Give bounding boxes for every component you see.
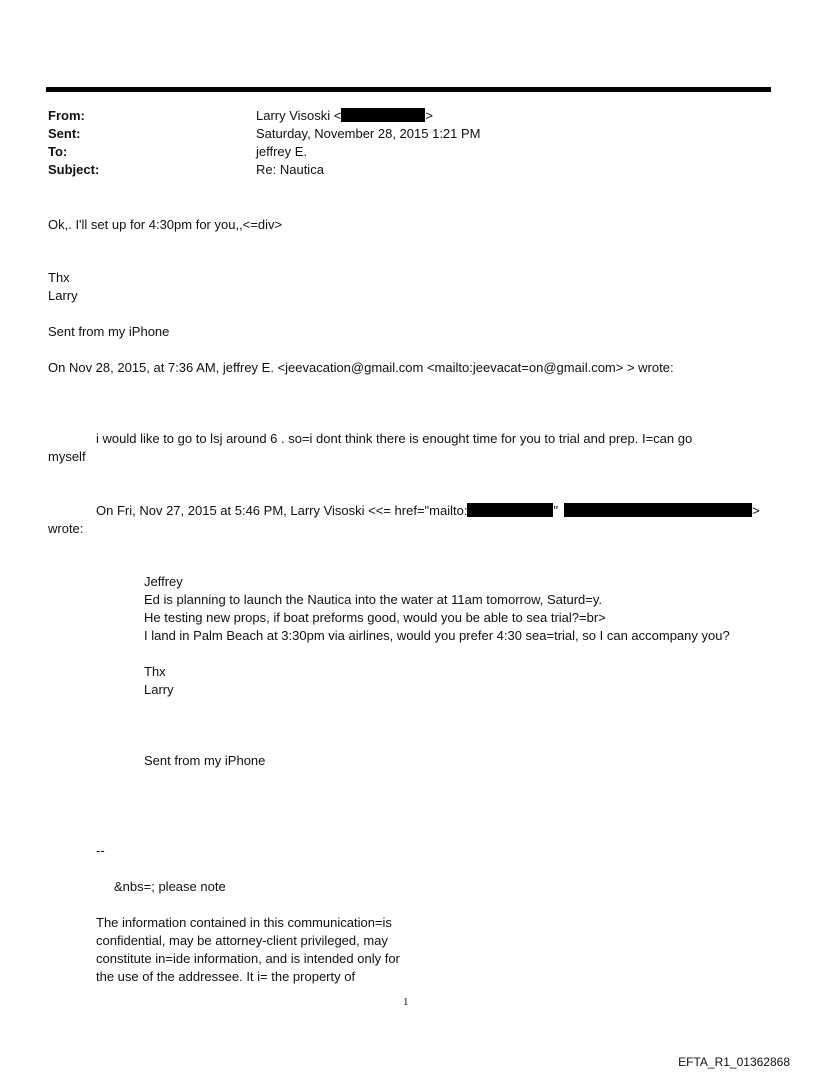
quote2-wrote: wrote: — [48, 521, 84, 536]
from-name: Larry Visoski < — [256, 108, 342, 123]
subject-label: Subject: — [48, 162, 100, 177]
quoted-sent-from: Sent from my iPhone — [144, 753, 266, 768]
quote2-quote-mark: " — [553, 503, 559, 518]
sent-from-text: Sent from my iPhone — [48, 324, 170, 339]
document-id: EFTA_R1_01362868 — [678, 1055, 790, 1069]
redacted-email — [341, 108, 425, 122]
quoted-line1: Ed is planning to launch the Nautica into the water at 11am tomorrow, Saturd=y. — [144, 592, 603, 607]
signature-name: Larry — [48, 288, 78, 303]
quote2-intro — [96, 502, 760, 520]
quoted-thx: Thx — [144, 664, 166, 679]
redacted-address — [564, 503, 752, 517]
confidentiality-line2: confidential, may be attorney-client privileged, may — [96, 933, 388, 948]
from-label: From: — [48, 108, 85, 123]
sent-label: Sent: — [48, 126, 81, 141]
quote2-intro-text: On Fri, Nov 27, 2015 at 5:46 PM, Larry Visoski <<= href="mailto: — [96, 503, 468, 518]
confidentiality-line1: The information contained in this communication=is — [96, 915, 392, 930]
signature-separator: -- — [96, 843, 105, 858]
from-row — [48, 107, 748, 125]
quoted-greeting: Jeffrey — [144, 574, 183, 589]
sent-row — [48, 125, 748, 143]
sent-value: Saturday, November 28, 2015 1:21 PM — [256, 126, 481, 141]
to-value: jeffrey E. — [256, 144, 308, 159]
to-label: To: — [48, 144, 68, 159]
reply-line: Ok,. I'll set up for 4:30pm for you,,<=div> — [48, 217, 283, 232]
quoted-line3: I land in Palm Beach at 3:30pm via airlines, would you prefer 4:30 sea=trial, so I can accompany you? — [144, 628, 730, 643]
from-close: > — [425, 108, 433, 123]
from-value — [256, 107, 433, 125]
to-row — [48, 143, 748, 161]
quote2-close: > — [752, 503, 760, 518]
page-number: 1 — [403, 996, 409, 1008]
thx-text: Thx — [48, 270, 70, 285]
quoted-line2: He testing new props, if boat preforms good, would you be able to sea trial?=br> — [144, 610, 606, 625]
header-rule — [46, 87, 771, 92]
subject-value: Re: Nautica — [256, 162, 324, 177]
quote-intro: On Nov 28, 2015, at 7:36 AM, jeffrey E. <jeevacation@gmail.com <mailto:jeevacat=on@gmail.com> > wrote: — [48, 360, 674, 375]
jeffrey-message-line2: myself — [48, 449, 86, 464]
subject-row — [48, 161, 748, 179]
quoted-signature-name: Larry — [144, 682, 174, 697]
redacted-mailto — [467, 503, 553, 517]
please-note: &nbs=; please note — [114, 879, 226, 894]
jeffrey-message-line1: i would like to go to lsj around 6 . so=i dont think there is enought time for you to trial and prep. I=can go — [96, 431, 693, 446]
confidentiality-line4: the use of the addressee. It i= the property of — [96, 969, 356, 984]
confidentiality-line3: constitute in=ide information, and is intended only for — [96, 951, 400, 966]
